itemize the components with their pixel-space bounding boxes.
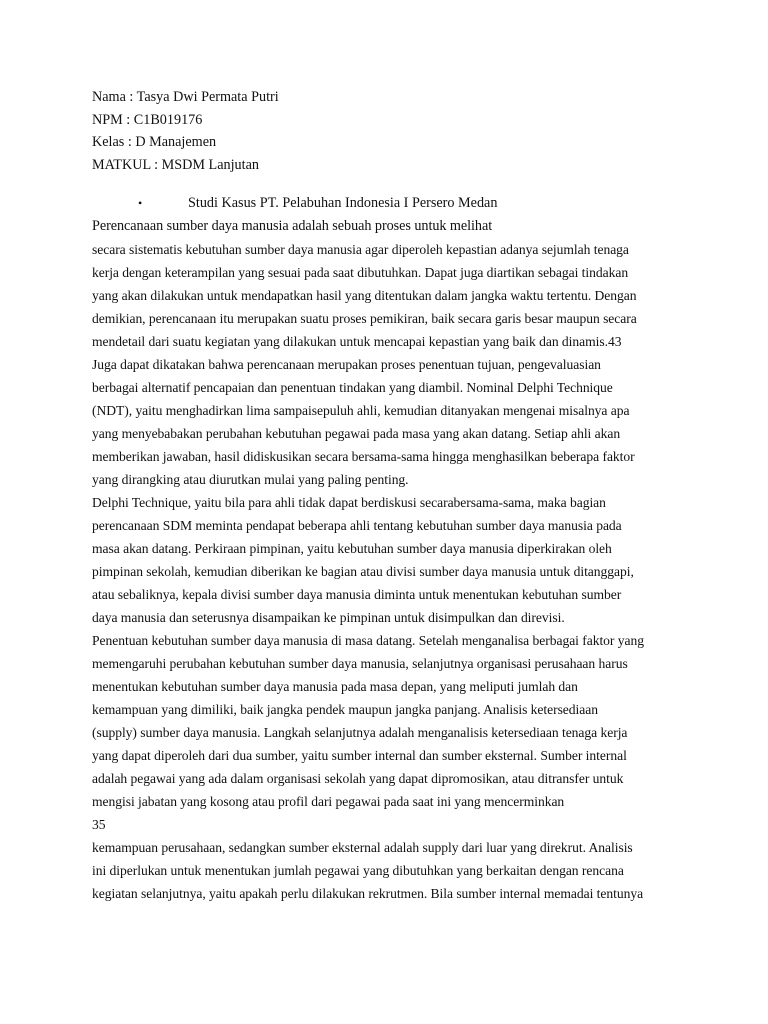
- text-line: Perencanaan sumber daya manusia adalah sebuah proses untuk melihat: [92, 218, 493, 235]
- text-line: kemampuan perusahaan, sedangkan sumber eksternal adalah supply dari luar yang direkrut. Analisis: [92, 840, 633, 856]
- text-line: yang akan dilakukan untuk mendapatkan hasil yang ditentukan dalam jangka waktu tertentu. Dengan: [92, 288, 637, 304]
- text-line: 35: [92, 817, 106, 833]
- case-study-title: Studi Kasus PT. Pelabuhan Indonesia I Persero Medan: [188, 195, 498, 212]
- bullet-icon: •: [138, 196, 143, 211]
- text-line: atau sebaliknya, kepala divisi sumber daya manusia diminta untuk menentukan kebutuhan sumber: [92, 587, 622, 603]
- document-page: [92, 86, 692, 905]
- text-line: berbagai alternatif pencapaian dan penentuan tindakan yang diambil. Nominal Delphi Technique: [92, 380, 613, 396]
- text-line: memberikan jawaban, hasil didiskusikan secara bersama-sama hingga menghasilkan beberapa faktor: [92, 449, 635, 465]
- text-line: Juga dapat dikatakan bahwa perencanaan merupakan proses penentuan tujuan, pengevaluasian: [92, 357, 601, 373]
- text-line: yang dirangking atau diurutkan mulai yang paling penting.: [92, 472, 409, 488]
- text-line: daya manusia dan seterusnya disampaikan ke pimpinan untuk disimpulkan dan direvisi.: [92, 610, 565, 626]
- text-line: yang dapat diperoleh dari dua sumber, yaitu sumber internal dan sumber eksternal. Sumber internal: [92, 748, 627, 764]
- text-line: (supply) sumber daya manusia. Langkah selanjutnya adalah menganalisis ketersediaan tenaga kerja: [92, 725, 628, 741]
- text-line: kemampuan yang dimiliki, baik jangka pendek maupun jangka panjang. Analisis ketersediaan: [92, 702, 598, 718]
- text-line: memengaruhi perubahan kebutuhan sumber daya manusia, selanjutnya organisasi perusahaan harus: [92, 656, 628, 672]
- text-line: mengisi jabatan yang kosong atau profil dari pegawai pada saat ini yang mencerminkan: [92, 794, 565, 810]
- text-line: perencanaan SDM meminta pendapat beberapa ahli tentang kebutuhan sumber daya manusia pada: [92, 518, 622, 534]
- student-class: Kelas : D Manajemen: [92, 134, 217, 151]
- text-line: masa akan datang. Perkiraan pimpinan, yaitu kebutuhan sumber daya manusia diperkirakan oleh: [92, 541, 612, 557]
- text-line: mendetail dari suatu kegiatan yang dilakukan untuk mencapai kepastian yang baik dan dinamis.43: [92, 334, 622, 350]
- text-line: Delphi Technique, yaitu bila para ahli tidak dapat berdiskusi secarabersama-sama, maka bagian: [92, 495, 606, 511]
- student-npm: NPM : C1B019176: [92, 111, 203, 128]
- case-study-bullet: [92, 192, 692, 215]
- text-line: kerja dengan keterampilan yang sesuai pada saat dibutuhkan. Dapat juga diartikan sebagai tindakan: [92, 265, 629, 281]
- text-line: yang menyebabakan perubahan kebutuhan pegawai pada masa yang akan datang. Setiap ahli akan: [92, 426, 621, 442]
- text-line: kegiatan selanjutnya, yaitu apakah perlu dilakukan rekrutmen. Bila sumber internal memadai tentunya: [92, 886, 644, 902]
- course-name: MATKUL : MSDM Lanjutan: [92, 156, 259, 173]
- body-text: [92, 215, 692, 905]
- student-name: Nama : Tasya Dwi Permata Putri: [92, 89, 279, 105]
- text-line: (NDT), yaitu menghadirkan lima sampaisepuluh ahli, kemudian ditanyakan mengenai misalnya apa: [92, 403, 630, 419]
- text-line: menentukan kebutuhan sumber daya manusia pada masa depan, yang meliputi jumlah dan: [92, 679, 578, 695]
- text-line: pimpinan sekolah, kemudian diberikan ke bagian atau divisi sumber daya manusia untuk ditanggapi,: [92, 564, 634, 580]
- text-line: ini diperlukan untuk menentukan jumlah pegawai yang dibutuhkan yang berkaitan dengan rencana: [92, 863, 624, 879]
- text-line: Penentuan kebutuhan sumber daya manusia di masa datang. Setelah menganalisa berbagai faktor yang: [92, 633, 644, 649]
- text-line: demikian, perencanaan itu merupakan suatu proses pemikiran, baik secara garis besar maupun secara: [92, 311, 637, 327]
- text-line: secara sistematis kebutuhan sumber daya manusia agar diperoleh kepastian adanya sejumlah tenaga: [92, 242, 629, 258]
- text-line: adalah pegawai yang ada dalam organisasi sekolah yang dapat dipromosikan, atau ditransfer untuk: [92, 771, 624, 787]
